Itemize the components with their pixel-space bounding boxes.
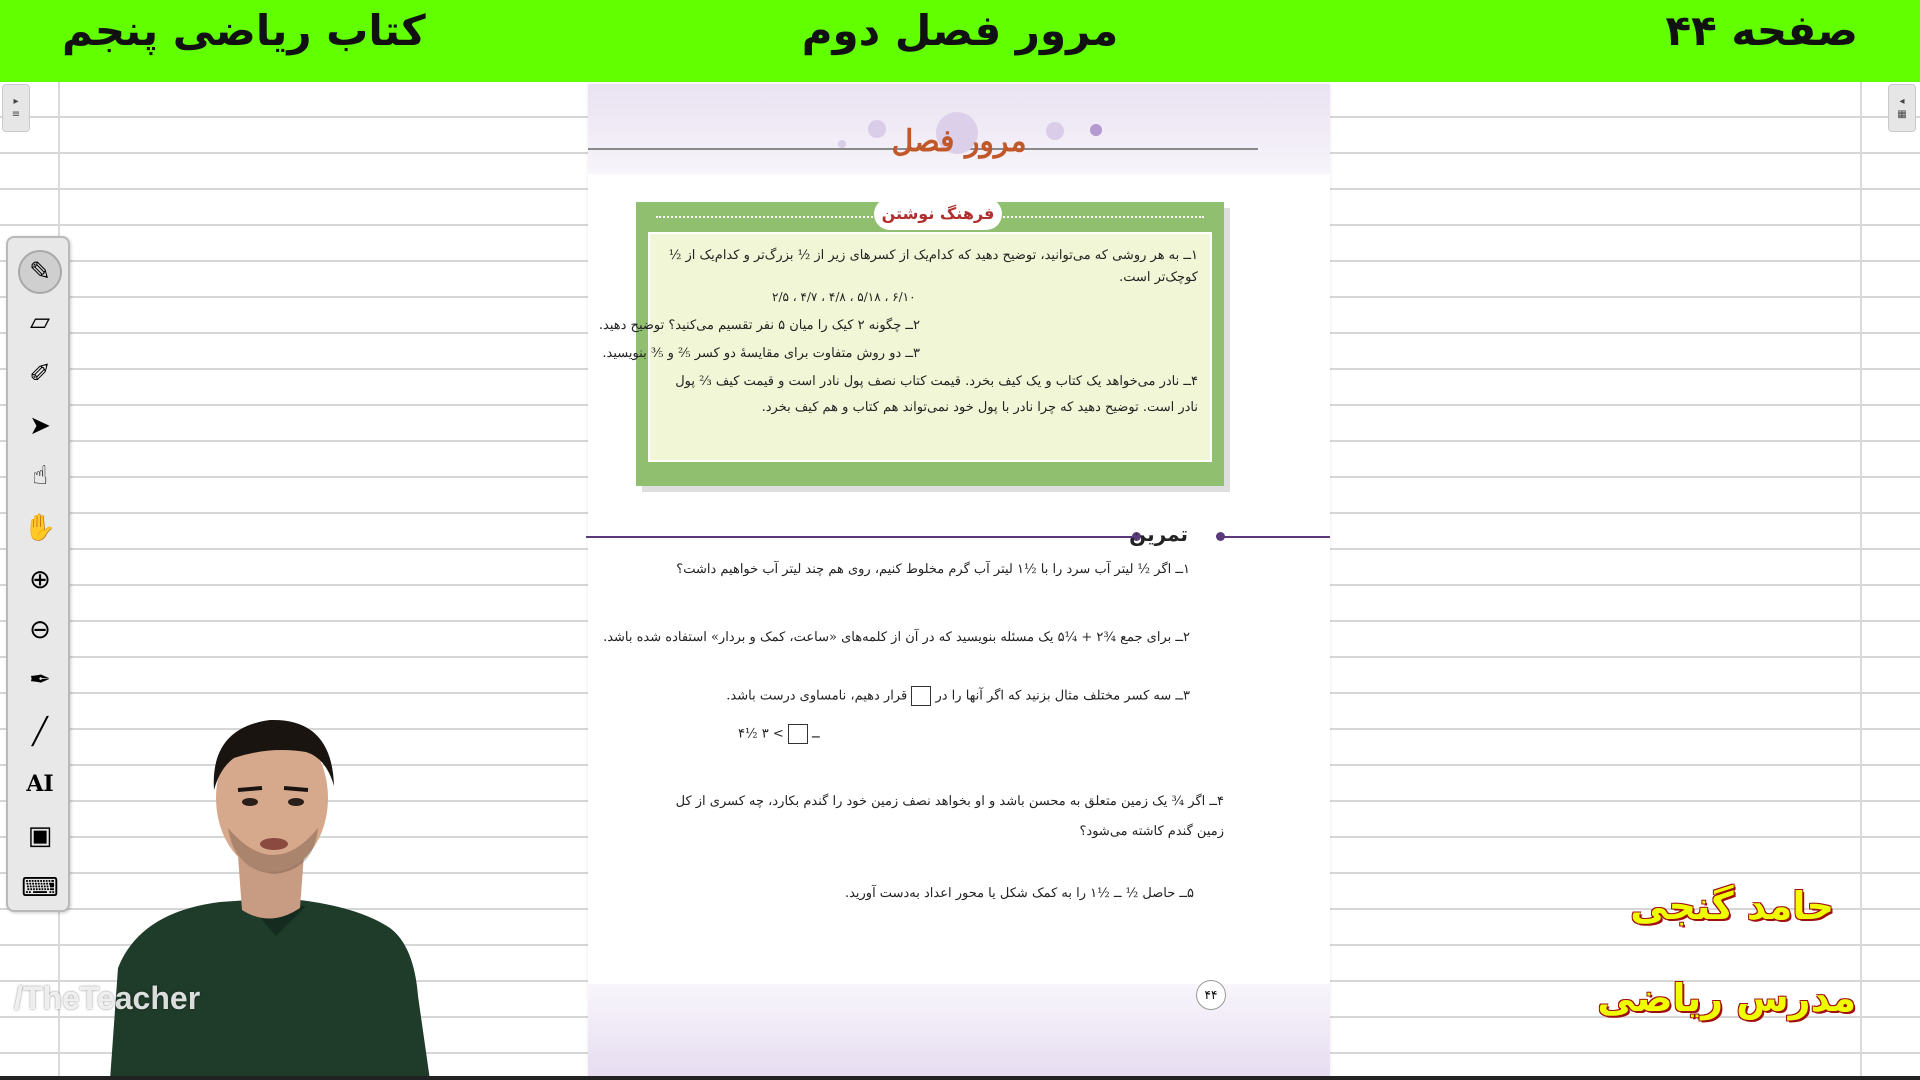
box-line: ۴ــ نادر می‌خواهد یک کتاب و یک کیف بخرد. قیمت کتاب نصف پول نادر است و قیمت کیف ⅔ پول: [675, 374, 1198, 389]
exercise-rule-left: [586, 536, 1134, 538]
click-tool[interactable]: [18, 454, 62, 498]
fraction-list: ۲/۵ ، ۴/۷ ، ۴/۸ ، ۵/۱۸ ، ۶/۱۰: [772, 290, 916, 304]
screen-capture-icon: ▣: [27, 821, 53, 851]
book-title: کتاب ریاضی پنجم: [62, 6, 426, 55]
chevron-left-icon: ◂: [1899, 96, 1905, 107]
writing-culture-box: [598, 202, 1224, 486]
answer-box[interactable]: [911, 686, 931, 706]
text-tool[interactable]: [18, 762, 62, 806]
box-line: ۲ــ چگونه ۲ کیک را میان ۵ نفر تقسیم می‌کنید؟ توضیح دهید.: [598, 318, 920, 333]
exercise-2: ۲ــ برای جمع ¾۲ + ¼۵ یک مسئله بنویسید که در آن از کلمه‌های «ساعت، کمک و بر‌دار» استفاده شده باشد.: [603, 630, 1190, 645]
textbook-page: [588, 84, 1330, 1080]
box-line: کوچک‌تر است.: [1119, 270, 1198, 285]
inequality-left: ۴½ ــ: [738, 726, 820, 742]
exercise-3-part-a: ۳ــ سه کسر مختلف مثال بزنید که اگر آنها را در: [935, 688, 1190, 704]
channel-watermark: /TheTeacher: [14, 980, 201, 1016]
select-tool[interactable]: [18, 404, 62, 448]
pointer-hand-icon: ☝: [32, 461, 48, 491]
pen-icon: ✎: [29, 257, 51, 287]
cursor-arrow-icon: ➤: [29, 411, 51, 441]
hand-icon: ✋: [23, 513, 57, 543]
right-panel-toggle[interactable]: [1888, 84, 1916, 132]
exercise-rule-right: [1218, 536, 1330, 538]
box-line: ۳ــ دو روش متفاوت برای مقایسهٔ دو کسر ⅖ و ⅗ بنویسید.: [602, 346, 920, 361]
exercise-4: ۴ــ اگر ¾ یک زمین متعلق به محسن باشد و او بخواهد نصف زمین خود را گندم بکارد، چه کسری از کل: [675, 794, 1224, 809]
chapter-title: مرور فصل دوم: [801, 6, 1119, 55]
text-ai-icon: AI: [26, 771, 54, 797]
highlighter-tool[interactable]: [18, 352, 62, 396]
box-line: ۱ــ به هر روشی که می‌توانید، توضیح دهید که کدام‌یک از کسرهای زیر از ½ بزرگ‌تر و کدام‌یک از ½: [668, 248, 1198, 263]
screen-capture-tool[interactable]: [18, 814, 62, 858]
presenter-figure: [100, 706, 512, 1080]
right-margin-line: [1860, 82, 1862, 1080]
box-content: [598, 232, 1212, 462]
exercise-heading: تمرین: [1129, 522, 1188, 546]
zoom-out-tool[interactable]: [18, 608, 62, 652]
exercise-5: ۵ــ حاصل ½ ــ ½۱ را به کمک شکل یا محور اعداد به‌دست آورید.: [844, 886, 1194, 901]
page-header: [588, 84, 1330, 174]
eraser-icon: ▱: [30, 307, 50, 337]
eraser-tool[interactable]: [18, 300, 62, 344]
inequality: [738, 724, 820, 744]
zoom-in-tool[interactable]: [18, 558, 62, 602]
exercise-3: [726, 686, 1190, 706]
grid-icon: ▦: [1897, 109, 1907, 120]
zoom-out-icon: ⊖: [29, 615, 51, 645]
keyboard-tool[interactable]: [18, 866, 62, 910]
zoom-in-icon: ⊕: [29, 565, 51, 595]
exercise-1: ۱ــ اگر ½ لیتر آب سرد را با ½۱ لیتر آب گرم مخلوط کنیم، روی هم چند لیتر آب خواهیم داشت؟: [676, 562, 1190, 577]
exercise-3-part-b: قرار دهیم، نامساوی درست باشد.: [726, 688, 908, 704]
page-number-label: صفحه ۴۴: [1665, 6, 1858, 55]
pan-tool[interactable]: [18, 506, 62, 550]
title-bar: [0, 0, 1920, 82]
line-tool[interactable]: [18, 710, 62, 754]
box-line: نادر است. توضیح دهید که چرا نادر با پول خود نمی‌تواند هم کتاب و هم کیف بخرد.: [761, 400, 1198, 415]
teacher-name: حامد گنجی: [1630, 884, 1834, 928]
highlighter-icon: ✐: [29, 359, 51, 389]
inequality-box[interactable]: [788, 724, 808, 744]
inequality-right: > ۳: [761, 726, 784, 742]
bottom-border: [0, 1076, 1920, 1080]
keyboard-icon: ⌨: [21, 873, 59, 903]
left-panel-toggle[interactable]: [2, 84, 30, 132]
page-number: ۴۴: [1196, 980, 1226, 1010]
color-picker-tool[interactable]: [18, 658, 62, 702]
pen-tool[interactable]: [18, 250, 62, 294]
presenter-video: [100, 706, 512, 1080]
teacher-role: مدرس ریاضی: [1597, 976, 1856, 1020]
box-label: فرهنگ نوشتن: [874, 198, 1002, 230]
exercise-4-cont: زمین گندم کاشته می‌شود؟: [1079, 824, 1224, 839]
line-icon: ╱: [32, 717, 48, 747]
eyedropper-icon: ✒: [29, 665, 51, 695]
page-title: مرور فصل: [891, 124, 1027, 159]
drawing-toolbar: [6, 236, 70, 912]
menu-lines-icon: ≡: [11, 109, 21, 120]
chevron-right-icon: ▸: [13, 96, 19, 107]
